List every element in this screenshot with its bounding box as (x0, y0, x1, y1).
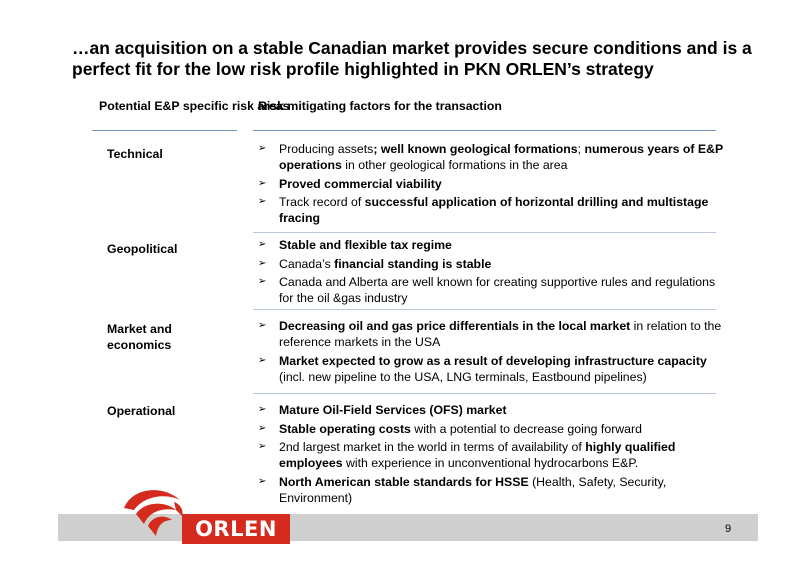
logo-wordmark: ORLEN (195, 517, 277, 541)
orlen-logo (118, 480, 298, 544)
bullet-text: in relation to the reference markets in the USA (279, 319, 722, 349)
bullet-text-bold: highly qualified employees (279, 440, 676, 470)
bullet-arrow-icon: ➢ (258, 404, 267, 415)
bullet-text-bold: Stable and flexible tax regime (279, 238, 452, 252)
bullet-text: Canada and Alberta are well known for creating supportive rules and regulations for the oil &gas industry (279, 275, 716, 305)
bullet-arrow-icon: ➢ (258, 276, 267, 287)
column-header-mitigating-factors: Risk mitigating factors for the transaction (258, 99, 502, 113)
mitigation-list-technical (258, 141, 723, 229)
bullet-text-bold: Stable operating costs (279, 421, 411, 436)
mitigation-list-operational (258, 402, 723, 508)
row-divider (253, 232, 716, 233)
mitigation-bullet (258, 176, 723, 192)
bullet-text-bold: Decreasing oil and gas price differentials in the local market (279, 319, 631, 333)
bullet-text: (Health, Safety, Security, Environment) (279, 474, 667, 505)
row-divider (253, 393, 716, 394)
header-divider-left (92, 130, 237, 131)
bullet-text: with experience in unconventional hydrocarbons E&P. (342, 456, 639, 470)
bullet-text-bold: ; well known geological formations (373, 142, 578, 156)
bullet-text: 2nd largest market in the world in terms of availability of (279, 440, 586, 454)
mitigation-bullet (258, 256, 723, 272)
bullet-arrow-icon: ➢ (258, 422, 267, 434)
bullet-arrow-icon: ➢ (258, 475, 267, 487)
bullet-text-bold: numerous years of E&P operations (279, 142, 723, 172)
logo-wordmark-box (182, 514, 290, 544)
risk-area-operational: Operational (107, 404, 176, 418)
bullet-arrow-icon: ➢ (258, 239, 267, 250)
risk-area-geopolitical: Geopolitical (107, 242, 178, 256)
bullet-arrow-icon: ➢ (258, 196, 267, 207)
bullet-text-bold: Market expected to grow as a result of developing infrastructure capacity (279, 353, 707, 368)
risk-area-market-economics: Market and economics (107, 322, 172, 352)
bullet-arrow-icon: ➢ (258, 320, 267, 331)
mitigation-bullet (258, 274, 723, 306)
bullet-text: Producing assets (279, 142, 374, 156)
bullet-text: ; (577, 142, 585, 156)
bullet-text: with a potential to decrease going forward (410, 421, 642, 436)
bullet-arrow-icon: ➢ (258, 257, 267, 269)
bullet-text-bold: successful application of horizontal drilling and multistage fracing (279, 195, 709, 225)
header-divider-right (253, 130, 716, 131)
mitigation-list-market-economics (258, 318, 723, 387)
mitigation-bullet (258, 141, 723, 173)
risk-area-technical: Technical (107, 147, 163, 161)
mitigation-bullet (258, 237, 723, 253)
bullet-arrow-icon: ➢ (258, 143, 267, 154)
mitigation-list-geopolitical (258, 237, 723, 309)
bullet-text-bold: Proved commercial viability (279, 176, 442, 191)
bullet-arrow-icon: ➢ (258, 354, 267, 366)
mitigation-bullet (258, 439, 723, 471)
bullet-text: in other geological formations in the area (341, 158, 568, 172)
mitigation-bullet (258, 402, 723, 418)
bullet-text: Track record of (279, 195, 365, 209)
bullet-text: (incl. new pipeline to the USA, LNG terminals, Eastbound pipelines) (279, 369, 647, 384)
bullet-text-bold: financial standing is stable (334, 256, 492, 271)
page-number: 9 (725, 523, 732, 535)
mitigation-bullet (258, 474, 723, 506)
bullet-text-bold: Mature Oil-Field Services (OFS) market (279, 403, 507, 417)
mitigation-bullet (258, 353, 723, 385)
mitigation-bullet (258, 194, 723, 226)
bullet-arrow-icon: ➢ (258, 441, 267, 452)
column-header-risk-areas: Potential E&P specific risk areas (99, 99, 290, 113)
slide-title: …an acquisition on a stable Canadian market provides secure conditions and is a perfect fit for the low risk profile highlighted in PKN ORLEN’s strategy (72, 38, 752, 79)
bullet-text-bold: North American stable standards for HSSE (279, 474, 529, 489)
bullet-text: Canada’s (279, 256, 335, 271)
row-divider (253, 309, 716, 310)
bullet-arrow-icon: ➢ (258, 177, 267, 189)
mitigation-bullet (258, 421, 723, 437)
mitigation-bullet (258, 318, 723, 350)
